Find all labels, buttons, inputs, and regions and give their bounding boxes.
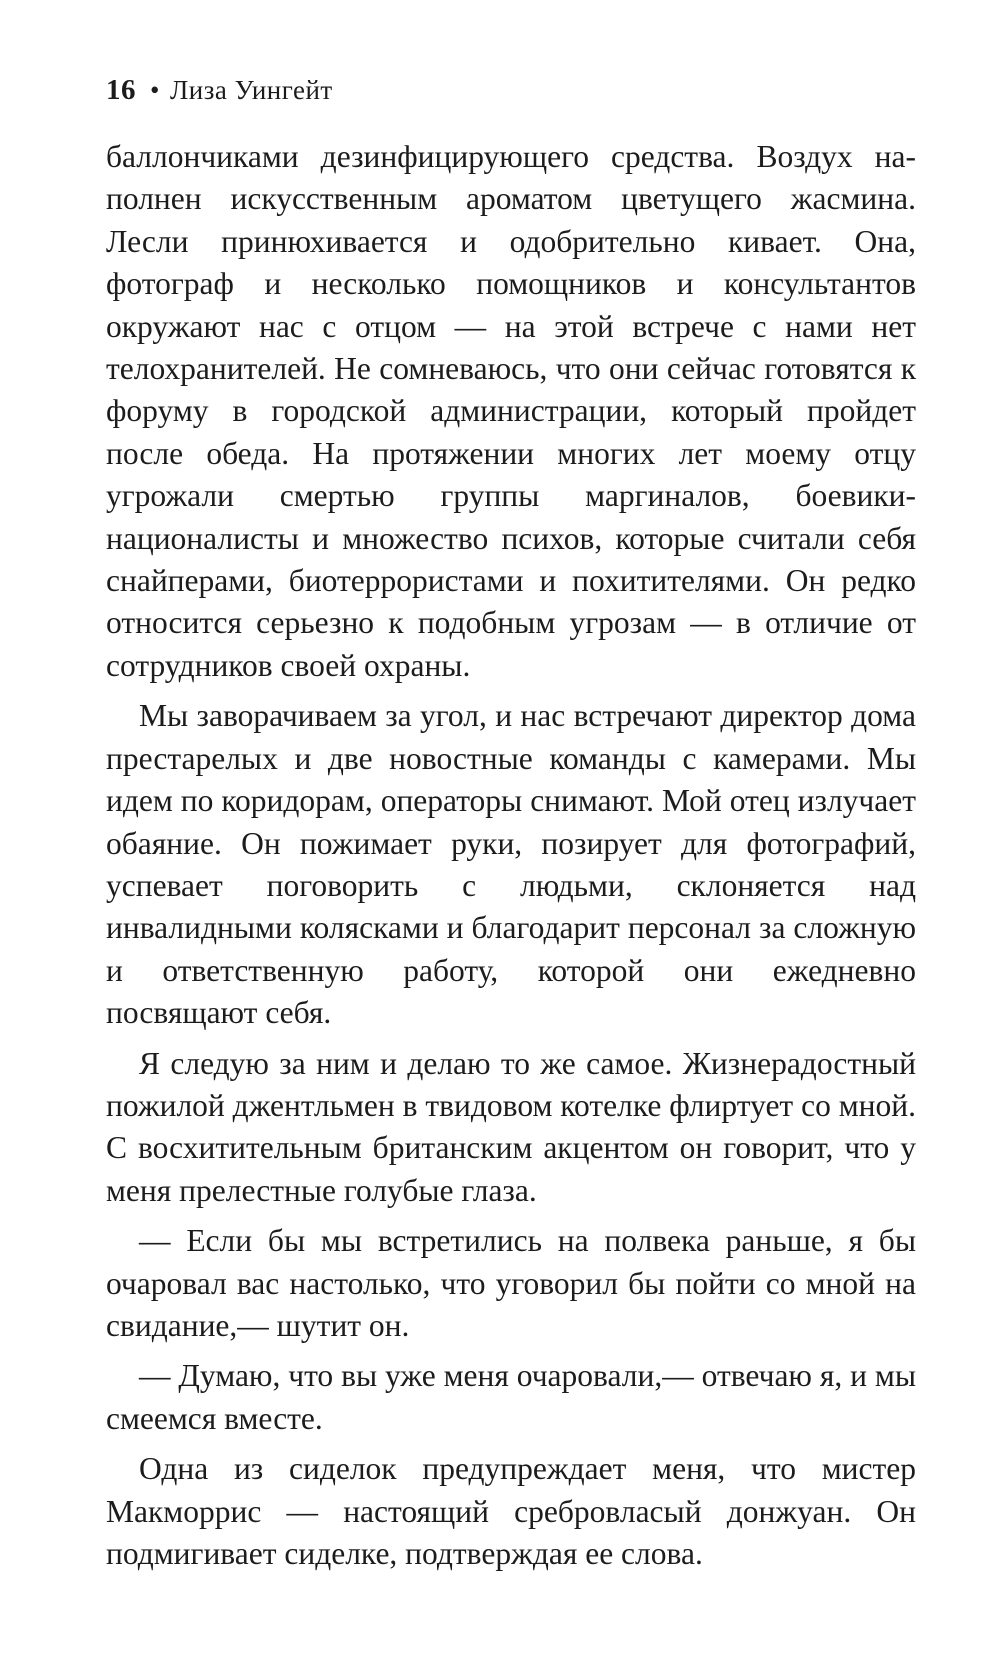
body-text xyxy=(106,136,916,1575)
author-name: Лиза Уингейт xyxy=(169,75,333,105)
header-separator: • xyxy=(150,75,160,105)
paragraph-1: баллончиками дезинфицирующего средства. Воздух наполнен искусственным ароматом цветущего жасмина. Лесли принюхивается и одобрительно кивает. Она, фотограф и несколько помощников и консультантов окружают нас с отцом — на этой встрече с нами нет телохранителей. Не сомневаюсь, что они сейчас готовятся к форуму в городской администрации, который пройдет после обеда. На протяжении многих лет моему отцу угрожали смертью группы маргиналов, боевики-националисты и множество психов, которые считали себя снайперами, биотеррористами и похитителями. Он редко относится серьезно к подобным угрозам — в отличие от сотрудников своей охраны. xyxy=(106,139,916,683)
page-number: 16 xyxy=(106,74,136,106)
dialogue-line-1: — Если бы мы встретились на полвека раньше, я бы очаровал вас настолько, что уговорил бы пойти со мной на свидание,— шутит он. xyxy=(106,1223,916,1343)
paragraph-2: Мы заворачиваем за угол, и нас встречают директор дома престарелых и две новостные команды с камерами. Мы идем по коридорам, операторы снимают. Мой отец излучает обаяние. Он пожимает руки, позирует для фотографий, успевает поговорить с людьми, склоняется над инвалидными колясками и благодарит персонал за сложную и ответственную работу, которой они ежедневно посвящают себя. xyxy=(106,698,916,1031)
paragraph-3: Я следую за ним и делаю то же самое. Жизнерадостный пожилой джентльмен в твидовом котелке флиртует со мной. С восхитительным британским акцентом он говорит, что у меня прелестные голубые глаза. xyxy=(106,1045,916,1208)
running-head xyxy=(106,72,333,108)
dialogue-line-2: — Думаю, что вы уже меня очаровали,— отвечаю я, и мы смеемся вместе. xyxy=(106,1358,916,1436)
paragraph-4: Одна из сиделок предупреждает меня, что мистер Макморрис — настоящий сребровласый донжуан. Он подмигивает сиделке, подтверждая ее слова. xyxy=(106,1451,916,1571)
